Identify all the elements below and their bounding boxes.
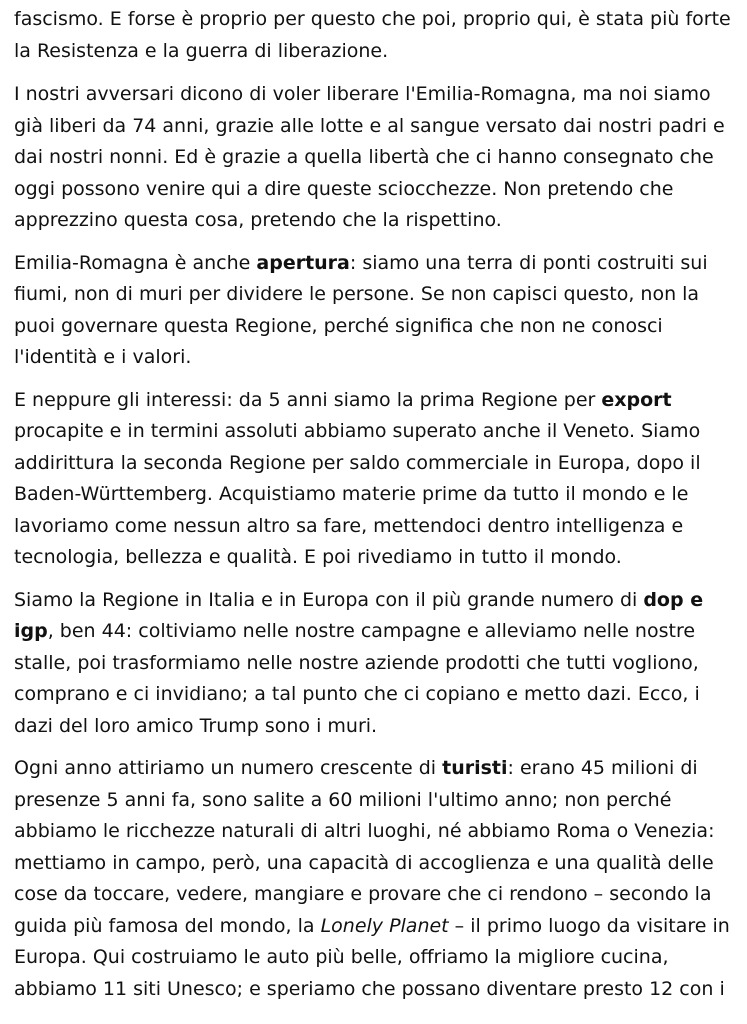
bold-keyword-turisti: turisti <box>442 757 508 779</box>
paragraph-resistenza <box>14 4 735 67</box>
bold-keyword-dop-igp: dop e igp <box>14 588 704 642</box>
paragraph-text: fascismo. E forse è proprio per questo che poi, proprio qui, è stata più forte la Resistenza e la guerra di liberazione. <box>14 8 731 62</box>
paragraph-text: Ogni anno attiriamo un numero crescente di <box>14 757 443 779</box>
paragraph-text: – il primo luogo da visitare in Europa. Qui costruiamo le auto più belle, offriamo la migliore cucina, abbiamo 11 siti Unesco; e speriamo che possano diventare presto 12 con i <box>14 914 730 1000</box>
paragraph-text: : siamo una terra di ponti costruiti sui fiumi, non di muri per dividere le persone. Se non capisci questo, non la puoi governare questa Regione, perché significa che non ne conosci l'identità e i valori. <box>14 251 708 368</box>
paragraph-export <box>14 385 735 574</box>
paragraph-avversari <box>14 79 735 237</box>
bold-keyword-export: export <box>601 388 672 411</box>
paragraph-text: E neppure gli interessi: da 5 anni siamo la prima Regione per <box>14 388 602 411</box>
paragraph-text: Emilia-Romagna è anche <box>14 251 257 274</box>
paragraph-turisti <box>14 753 735 1005</box>
italic-title-lonely-planet: Lonely Planet <box>320 914 449 937</box>
paragraph-dop-igp <box>14 585 735 743</box>
paragraph-text: I nostri avversari dicono di voler liberare l'Emilia-Romagna, ma noi siamo già liberi da 74 anni, grazie alle lotte e al sangue versato dai nostri padri e dai nostri nonni. Ed è grazie a quella libertà che ci hanno consegnato che oggi possono venire qui a dire queste sciocchezze. Non pretendo che apprezzino questa cosa, pretendo che la rispettino. <box>14 83 725 231</box>
paragraph-apertura <box>14 248 735 374</box>
paragraph-text: : erano 45 milioni di presenze 5 anni fa, sono salite a 60 milioni l'ultimo anno; non perché abbiamo le ricchezze naturali di altri luoghi, né abbiamo Roma o Venezia: mettiamo in campo, però, una capacità di accoglienza e una qualità delle cose da toccare, vedere, mangiare e provare che ci rendono – secondo la guida più famosa del mondo, la <box>14 757 715 937</box>
paragraph-text: procapite e in termini assoluti abbiamo superato anche il Veneto. Siamo addirittura la seconda Regione per saldo commerciale in Europa, dopo il Baden-Württemberg. Acquistiamo materie prime da tutto il mondo e le lavoriamo come nessun altro sa fare, mettendoci dentro intelligenza e tecnologia, bellezza e qualità. E poi rivediamo in tutto il mondo. <box>14 420 701 568</box>
paragraph-text: Siamo la Regione in Italia e in Europa con il più grande numero di <box>14 588 644 611</box>
paragraph-text: , ben 44: coltiviamo nelle nostre campagne e alleviamo nelle nostre stalle, poi trasformiamo nelle nostre aziende prodotti che tutti vogliono, comprano e ci invidiano; a tal punto che ci copiano e metto dazi. Ecco, i dazi del loro amico Trump sono i muri. <box>14 620 700 737</box>
bold-keyword-apertura: apertura <box>256 251 350 274</box>
